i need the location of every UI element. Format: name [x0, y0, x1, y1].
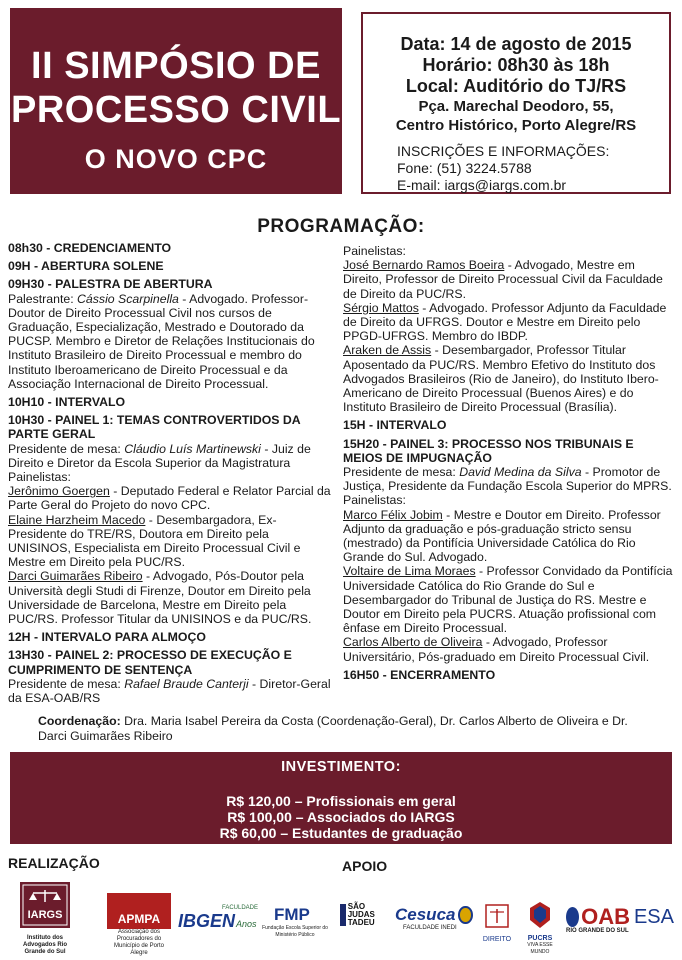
schedule-item: 15H - INTERVALO	[343, 418, 447, 433]
event-address-2: Centro Histórico, Porto Alegre/RS	[395, 117, 637, 134]
panelist-name: Araken de Assis	[343, 343, 432, 358]
contact-info	[371, 143, 661, 194]
panelist-bio: - Advogado, Pós-Doutor pela Università degli Studi di Firenze, Doutor em Direito pela Universidade de Barcelona, Mestre em Direito pela PUC/RS. Professor Titular da UNISINOS e da PUC/RS.	[8, 569, 312, 627]
apmpa-logo-subtitle: Associação dos Procuradores do Município de Porto Alegre	[113, 929, 165, 956]
investment-title: INVESTIMENTO:	[281, 759, 401, 775]
president-name: David Medina da Silva	[459, 465, 582, 480]
president-bio: - Promotor de Justiça, Presidente da Fundação Escola Superior do MPRS.	[343, 465, 672, 494]
panelist	[343, 258, 675, 301]
president-name: Rafael Braude Canterji	[124, 676, 249, 691]
sjt-name: SÃO JUDAS TADEU	[347, 902, 375, 927]
panelist-name: Jerônimo Goergen	[8, 484, 110, 499]
price-item: R$ 100,00 – Associados do IARGS	[227, 809, 455, 825]
title-banner	[10, 8, 342, 194]
investment-box	[10, 752, 672, 844]
ibgen-logo	[178, 905, 258, 935]
schedule-item: 12H - INTERVALO PARA ALMOÇO	[8, 630, 206, 645]
event-title-line-2: PROCESSO CIVIL	[10, 89, 342, 131]
ibgen-tag: FACULDADE	[221, 905, 258, 911]
ibgen-anos: Anos	[236, 919, 257, 929]
panelist-bio: - Advogado. Professor Adjunto da Faculdade de Direito da UFRGS. Doutor e Mestre em Direito pelo PPGD-UFRGS. Membro do IBDP.	[343, 300, 667, 344]
contact-email: E-mail: iargs@iargs.com.br	[397, 177, 567, 193]
president-bio: - Juiz de Direito e Diretor da Escola Superior da Magistratura	[8, 441, 311, 470]
pucrs-logo	[522, 900, 558, 955]
speaker-bio: - Advogado. Professor-Doutor de Direito Processual Civil nos cursos de Graduação, Especialização, Mestrado e Doutorado da PUCSP. Membro e Diretor de Relações Institucionais do Instituto Brasileiro de Direito Processual e membro do Instituto Iberoamericano de Direito Processual e da Associação Internacional de Direito Processual.	[8, 291, 315, 391]
pucrs-name: PUCRS	[527, 935, 553, 942]
sao-judas-tadeu-logo	[340, 903, 384, 941]
panelist	[343, 343, 675, 414]
price-item: R$ 60,00 – Estudantes de graduação	[219, 825, 463, 841]
iargs-emblem-icon	[18, 880, 72, 930]
panelist-name: Voltaire de Lima Moraes	[343, 564, 476, 579]
direito-emblem-icon	[480, 903, 514, 931]
cesuca-subtitle: FACULDADE INEDI	[403, 925, 457, 931]
coordination-text: Dra. Maria Isabel Pereira da Costa (Coordenação-Geral), Dr. Carlos Alberto de Oliveira e Dr. Darci Guimarães Ribeiro	[38, 714, 628, 743]
realizacao-label: REALIZAÇÃO	[8, 855, 100, 871]
coordination-label: Coordenação:	[38, 714, 121, 728]
price-item: R$ 120,00 – Profissionais em geral	[226, 793, 456, 809]
panelist-bio: - Advogado, Mestre em Direito, Professor de Direito Processual Civil da Faculdade de Direito da PUC/RS.	[343, 258, 663, 301]
panelist-bio: - Desembargador, Professor Titular Aposentado da PUC/RS. Membro Efetivo do Instituto dos Advogados Brasileiros (Rio de Janeiro), do Instituto Ibero-Americano de Direito Processual (Buenos Aires) e do Instituto Brasileiro de Direito Processual (Brasília).	[343, 343, 659, 415]
event-title-line-1: II SIMPÓSIO DE	[31, 45, 321, 87]
panelist-name: José Bernardo Ramos Boeira	[343, 258, 505, 273]
schedule-item: 08h30 - CREDENCIAMENTO	[8, 241, 172, 255]
schedule-item: 16H50 - ENCERRAMENTO	[343, 667, 496, 682]
schedule-item: 10H30 - PAINEL 1: TEMAS CONTROVERTIDOS DA PARTE GERAL	[8, 413, 301, 442]
panelist	[8, 484, 332, 512]
speaker-name: Cássio Scarpinella	[77, 291, 179, 306]
schedule-item: 13H30 - PAINEL 2: PROCESSO DE EXECUÇÃO E CUMPRIMENTO DE SENTENÇA	[8, 648, 292, 677]
president-bio: - Diretor-Geral da ESA-OAB/RS	[8, 676, 331, 706]
schedule-item: 09H30 - PALESTRA DE ABERTURA	[8, 277, 213, 292]
event-details	[371, 34, 661, 135]
cesuca-seal-icon	[458, 906, 473, 924]
event-date: Data: 14 de agosto de 2015	[400, 34, 632, 54]
cesuca-name: Cesuca	[395, 905, 456, 924]
schedule-item: 15H20 - PAINEL 3: PROCESSO NOS TRIBUNAIS E MEIOS DE IMPUGNAÇÃO	[343, 436, 634, 465]
schedule-item: 10H10 - INTERVALO	[8, 395, 126, 410]
sjt-mark-icon	[340, 904, 346, 926]
oab-subtitle: RIO GRANDE DO SUL	[566, 928, 629, 934]
event-subtitle: O NOVO CPC	[84, 144, 268, 174]
contact-title: INSCRIÇÕES E INFORMAÇÕES:	[397, 143, 610, 159]
panelist	[343, 301, 675, 344]
panelist-name: Darci Guimarães Ribeiro	[8, 569, 143, 584]
iargs-logo-text: IARGS	[27, 909, 63, 921]
panel-president	[8, 677, 332, 705]
fmp-logo	[260, 905, 330, 938]
panelist-name: Carlos Alberto de Oliveira	[343, 635, 483, 650]
panelist	[8, 569, 332, 626]
president-label: Presidente de mesa:	[343, 465, 460, 480]
oab-globe-icon	[566, 907, 579, 927]
apmpa-logo	[107, 893, 171, 956]
panel-president	[8, 442, 332, 470]
contact-phone: Fone: (51) 3224.5788	[397, 160, 532, 176]
panelist-bio: - Professor Convidado da Pontifícia Universidade Católica do Rio Grande do Sul e Desembargador do Tribunal de Justiça do RS. Mestre e Doutor em Direito pela PUCRS. Atuação profissional com ênfase em Direito Processual.	[343, 564, 673, 636]
panelist-name: Elaine Harzheim Macedo	[8, 512, 146, 527]
oab-name: OAB	[581, 904, 630, 929]
event-address-1: Pça. Marechal Deodoro, 55,	[418, 98, 614, 115]
panelist-bio: - Deputado Federal e Relator Parcial da Parte Geral do Projeto do novo CPC.	[8, 484, 331, 513]
schedule-item: 09H - ABERTURA SOLENE	[8, 259, 164, 274]
speaker-label: Palestrante:	[8, 291, 78, 306]
coordination	[38, 714, 658, 743]
panelist	[343, 564, 675, 635]
fmp-subtitle: Fundação Escola Superior do Ministério Público	[262, 925, 328, 938]
panelist-bio: - Desembargadora, Ex-Presidente do TRE/RS, Doutora em Direito pela UNISINOS, Especialista em Direito Processual Civil e Mestre em Direito pela PUC/RS.	[8, 512, 301, 570]
program-right-column	[343, 244, 675, 682]
pucrs-subtitle: VIVA ESSE MUNDO	[527, 942, 553, 955]
president-name: Cláudio Luís Martinewski	[124, 441, 261, 456]
iargs-logo	[18, 880, 72, 955]
panelist-name: Sérgio Mattos	[343, 300, 419, 315]
program-title: PROGRAMAÇÃO:	[257, 216, 425, 237]
event-info-box	[361, 12, 671, 194]
pucrs-crest-icon	[522, 900, 558, 930]
panelist-name: Marco Félix Jobim	[343, 507, 443, 522]
apoio-label: APOIO	[342, 858, 388, 874]
panelists-label: Painelistas:	[343, 244, 406, 258]
panel-president	[343, 465, 675, 493]
oab-esa-logo	[566, 906, 674, 946]
apmpa-logo-text: APMPA	[107, 893, 171, 929]
panelist	[343, 635, 675, 663]
direito-name: DIREITO	[482, 936, 512, 943]
panelists-label: Painelistas:	[8, 470, 71, 485]
speaker-description	[8, 292, 332, 391]
event-place: Local: Auditório do TJ/RS	[405, 76, 627, 96]
panelist	[8, 513, 332, 570]
cesuca-logo	[395, 905, 473, 941]
panelist	[343, 508, 675, 565]
ibgen-name: IBGEN	[178, 911, 236, 931]
panelist-bio: - Mestre e Doutor em Direito. Professor Adjunto da graduação e pós-graduação stricto sensu (mestrado) da Pontifícia Universidade Católica do Rio Grande do Sul. Advogado.	[343, 507, 661, 565]
iargs-logo-subtitle: Instituto dos Advogados Rio Grande do Sul	[22, 935, 67, 955]
event-time: Horário: 08h30 às 18h	[422, 55, 610, 75]
direito-logo	[480, 903, 514, 943]
panelists-label: Painelistas:	[343, 493, 406, 508]
fmp-name: FMP	[274, 905, 310, 924]
president-label: Presidente de mesa:	[8, 676, 125, 691]
header	[0, 0, 682, 206]
panelist-bio: - Advogado, Professor Universitário, Pós-graduado em Direito Processual Civil.	[343, 635, 650, 664]
program-left-column	[8, 241, 332, 705]
esa-name: ESA	[633, 906, 674, 928]
president-label: Presidente de mesa:	[8, 441, 125, 456]
